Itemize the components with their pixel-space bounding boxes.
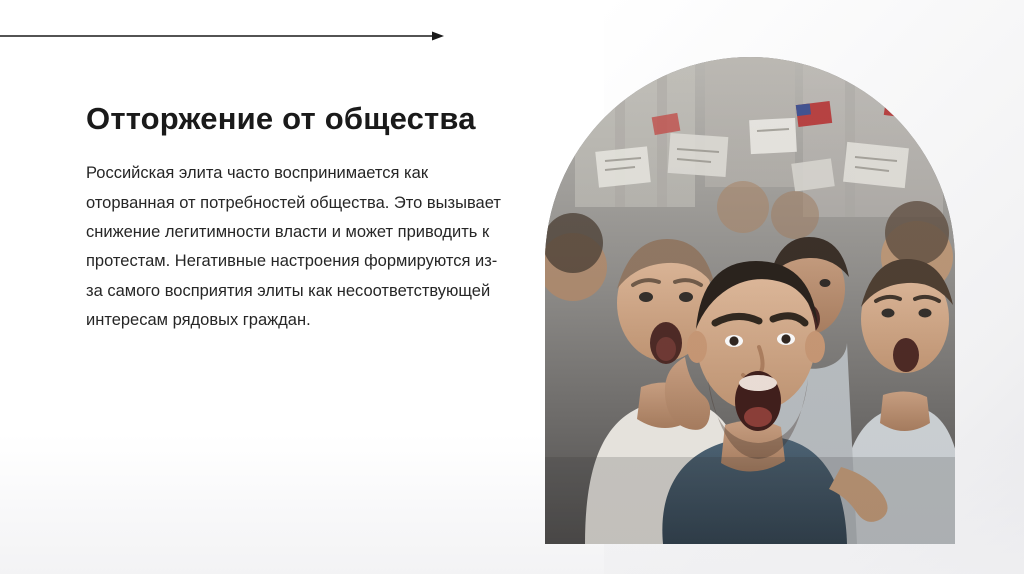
arrow-right-icon xyxy=(0,30,448,42)
page-title: Отторжение от общества xyxy=(86,101,476,136)
protest-crowd-photo xyxy=(545,57,955,544)
body-paragraph: Российская элита часто воспринимается как оторванная от потребностей общества. Это вызывает снижение легитимности власти и может приводить к протестам. Негативные настроения формируются из-за самого восприятия элиты как несоответствующей интересам рядовых граждан. xyxy=(86,164,501,329)
text-column xyxy=(86,100,526,335)
